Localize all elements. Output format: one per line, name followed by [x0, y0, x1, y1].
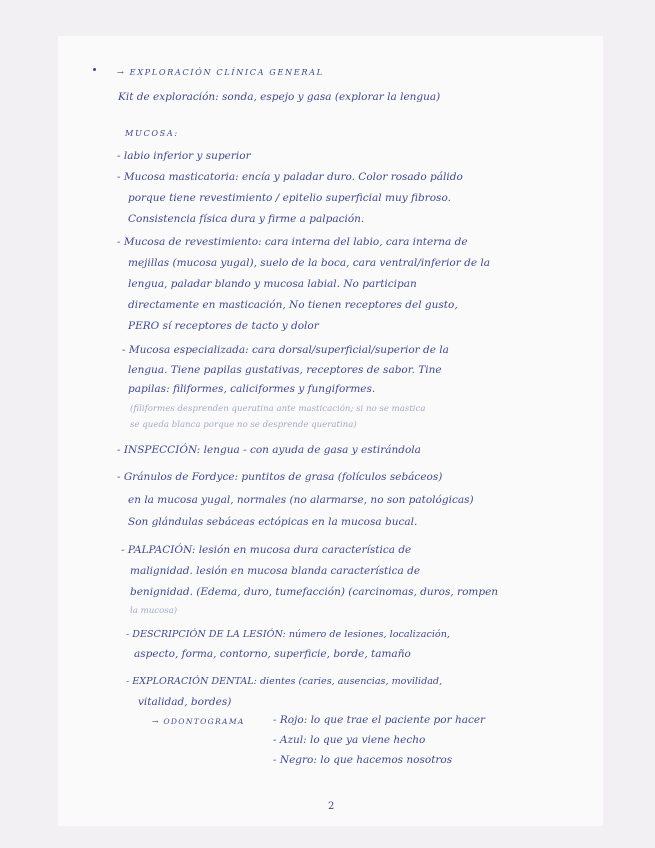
- faint-note-line: se queda blanca porque no se desprende queratina): [130, 420, 357, 430]
- kit-line: Kit de exploración: sonda, espejo y gasa (explorar la lengua): [118, 91, 441, 103]
- faint-note-line: la mucosa): [130, 606, 178, 616]
- note-line: - Mucosa masticatoria: encía y paladar duro. Color rosado pálido: [117, 171, 463, 183]
- note-line: - Mucosa de revestimiento: cara interna del labio, cara interna de: [117, 236, 468, 248]
- note-line: benignidad. (Edema, duro, tumefacción) (carcinomas, duros, rompen: [130, 586, 499, 598]
- note-line: directamente en masticación, No tienen receptores del gusto,: [128, 299, 458, 311]
- note-line: - labio inferior y superior: [117, 150, 251, 162]
- odontograma-item: - Azul: lo que ya viene hecho: [273, 734, 426, 746]
- heading-exploracion: → EXPLORACIÓN CLÍNICA GENERAL: [117, 67, 324, 77]
- note-line: PERO sí receptores de tacto y dolor: [128, 320, 319, 332]
- note-line: mejillas (mucosa yugal), suelo de la boca, cara ventral/inferior de la: [128, 257, 490, 269]
- palpacion-line: - PALPACIÓN: lesión en mucosa dura característica de: [121, 544, 412, 556]
- exploracion-dental-line: - EXPLORACIÓN DENTAL: dientes (caries, ausencias, movilidad,: [126, 676, 443, 687]
- faint-note-line: (filiformes desprenden queratina ante masticación; si no se mastica: [130, 404, 426, 414]
- odontograma-label: → ODONTOGRAMA: [152, 717, 245, 726]
- note-line: malignidad. lesión en mucosa blanda característica de: [130, 565, 421, 577]
- mucosa-heading: MUCOSA:: [125, 128, 179, 138]
- note-line: - Mucosa especializada: cara dorsal/superficial/superior de la: [122, 344, 449, 356]
- odontograma-item: - Negro: lo que hacemos nosotros: [273, 754, 453, 766]
- odontograma-item: - Rojo: lo que trae el paciente por hacer: [273, 714, 486, 726]
- note-line: lengua, paladar blando y mucosa labial. No participan: [128, 278, 417, 290]
- page-number: 2: [328, 801, 335, 812]
- note-line: Consistencia física dura y firme a palpación.: [128, 213, 365, 225]
- note-line: en la mucosa yugal, normales (no alarmarse, no son patológicas): [128, 494, 474, 506]
- bullet-dot: [93, 68, 96, 71]
- note-line: aspecto, forma, contorno, superficie, borde, tamaño: [134, 648, 411, 660]
- note-line: porque tiene revestimiento / epitelio superficial muy fibroso.: [128, 192, 451, 204]
- note-line: vitalidad, bordes): [138, 696, 232, 708]
- note-line: lengua. Tiene papilas gustativas, receptores de sabor. Tine: [128, 364, 442, 376]
- inspeccion-line: - INSPECCIÓN: lengua - con ayuda de gasa y estirándola: [117, 444, 421, 456]
- note-line: - Gránulos de Fordyce: puntitos de grasa (folículos sebáceos): [117, 471, 443, 483]
- descripcion-line: - DESCRIPCIÓN DE LA LESIÓN: número de lesiones, localización,: [126, 629, 450, 640]
- note-line: Son glándulas sebáceas ectópicas en la mucosa bucal.: [128, 516, 418, 528]
- note-line: papilas: filiformes, caliciformes y fungiformes.: [128, 383, 376, 395]
